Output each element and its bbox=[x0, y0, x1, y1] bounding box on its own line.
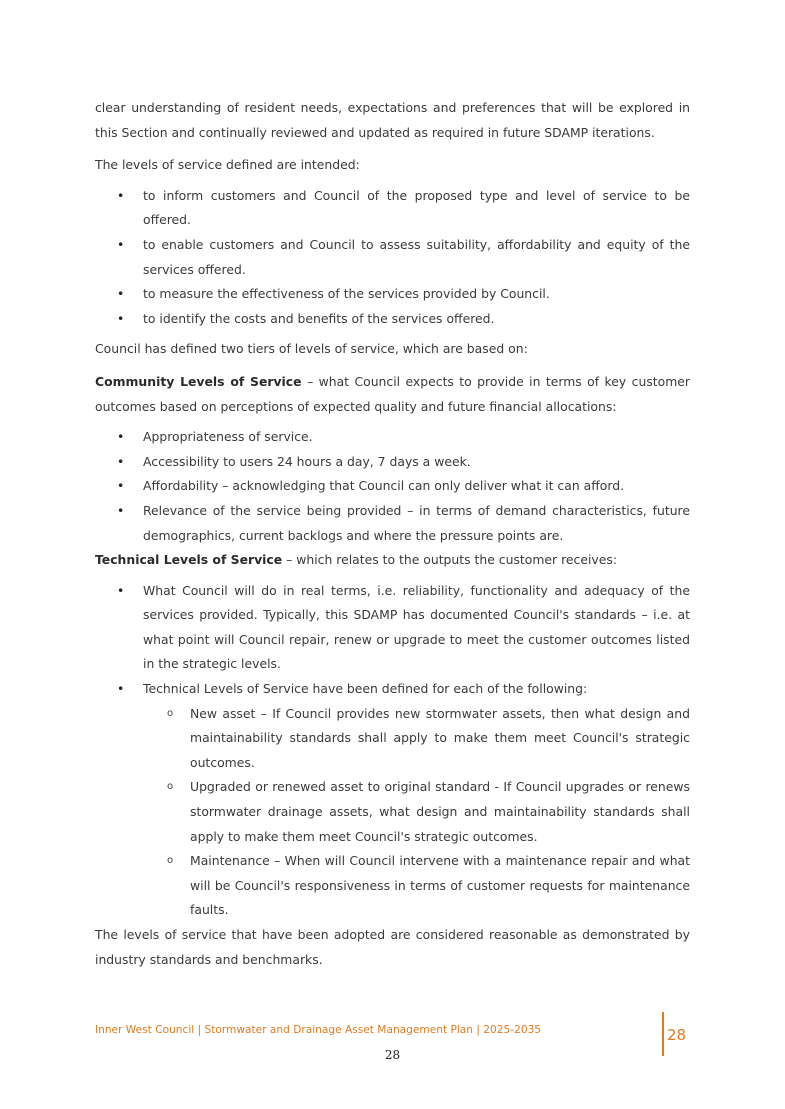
community-heading: Community Levels of Service bbox=[95, 373, 302, 389]
technical-text: – which relates to the outputs the customer receives: bbox=[282, 552, 617, 568]
list-item: • to measure the effectiveness of the services provided by Council. bbox=[95, 282, 690, 307]
intro-paragraph: clear understanding of resident needs, expectations and preferences that will be explored in this Section and continually reviewed and updated as required in future SDAMP iterations. bbox=[95, 100, 690, 140]
document-body bbox=[95, 96, 690, 972]
footer-page-number: 28 bbox=[667, 1026, 687, 1044]
list-item: • Accessibility to users 24 hours a day, 7 days a week. bbox=[95, 450, 690, 475]
footer-title: Inner West Council | Stormwater and Drainage Asset Management Plan | 2025-2035 bbox=[95, 1024, 542, 1036]
list-item: • to inform customers and Council of the proposed type and level of service to be offered. bbox=[95, 184, 690, 233]
community-paragraph bbox=[95, 370, 690, 419]
list-item bbox=[95, 677, 690, 923]
community-text: – what Council expects to provide in terms of key customer outcomes based on perceptions of expected quality and future financial allocations: bbox=[95, 373, 690, 414]
list-item: • Affordability – acknowledging that Council can only deliver what it can afford. bbox=[95, 474, 690, 499]
sub-list-item: o Upgraded or renewed asset to original standard - If Council upgrades or renews stormwater drainage assets, what design and maintainability standards shall apply to make them meet Council's strategic outcomes. bbox=[143, 775, 690, 849]
list-item-text: Technical Levels of Service have been defined for each of the following: bbox=[143, 681, 588, 697]
list-item: • to identify the costs and benefits of the services offered. bbox=[95, 307, 690, 332]
list-item: • What Council will do in real terms, i.e. reliability, functionality and adequacy of the services provided. Typically, this SDAMP has documented Council's standards – i.e. at what point will Council repair, renew or upgrade to meet the customer outcomes listed in the strategic levels. bbox=[95, 579, 690, 677]
technical-sub-list bbox=[143, 702, 690, 923]
bottom-page-number: 28 bbox=[384, 1048, 401, 1062]
list-item: • to enable customers and Council to assess suitability, affordability and equity of the services offered. bbox=[95, 233, 690, 282]
community-list bbox=[95, 425, 690, 548]
sub-list-item: o Maintenance – When will Council intervene with a maintenance repair and what will be Council's responsiveness in terms of customer requests for maintenance faults. bbox=[143, 849, 690, 923]
list-item: • Appropriateness of service. bbox=[95, 425, 690, 450]
technical-heading: Technical Levels of Service bbox=[95, 552, 283, 568]
tiers-lead: Council has defined two tiers of levels of service, which are based on: bbox=[95, 341, 528, 357]
technical-list bbox=[95, 579, 690, 923]
closing-paragraph: The levels of service that have been adopted are considered reasonable as demonstrated by industry standards and benchmarks. bbox=[95, 927, 690, 967]
intended-list bbox=[95, 184, 690, 332]
sub-list-item: o New asset – If Council provides new stormwater assets, then what design and maintainability standards shall apply to make them meet Council's strategic outcomes. bbox=[143, 702, 690, 776]
technical-paragraph bbox=[95, 548, 690, 573]
list-item: • Relevance of the service being provided – in terms of demand characteristics, future demographics, current backlogs and where the pressure points are. bbox=[95, 499, 690, 548]
intended-lead: The levels of service defined are intended: bbox=[95, 157, 360, 173]
